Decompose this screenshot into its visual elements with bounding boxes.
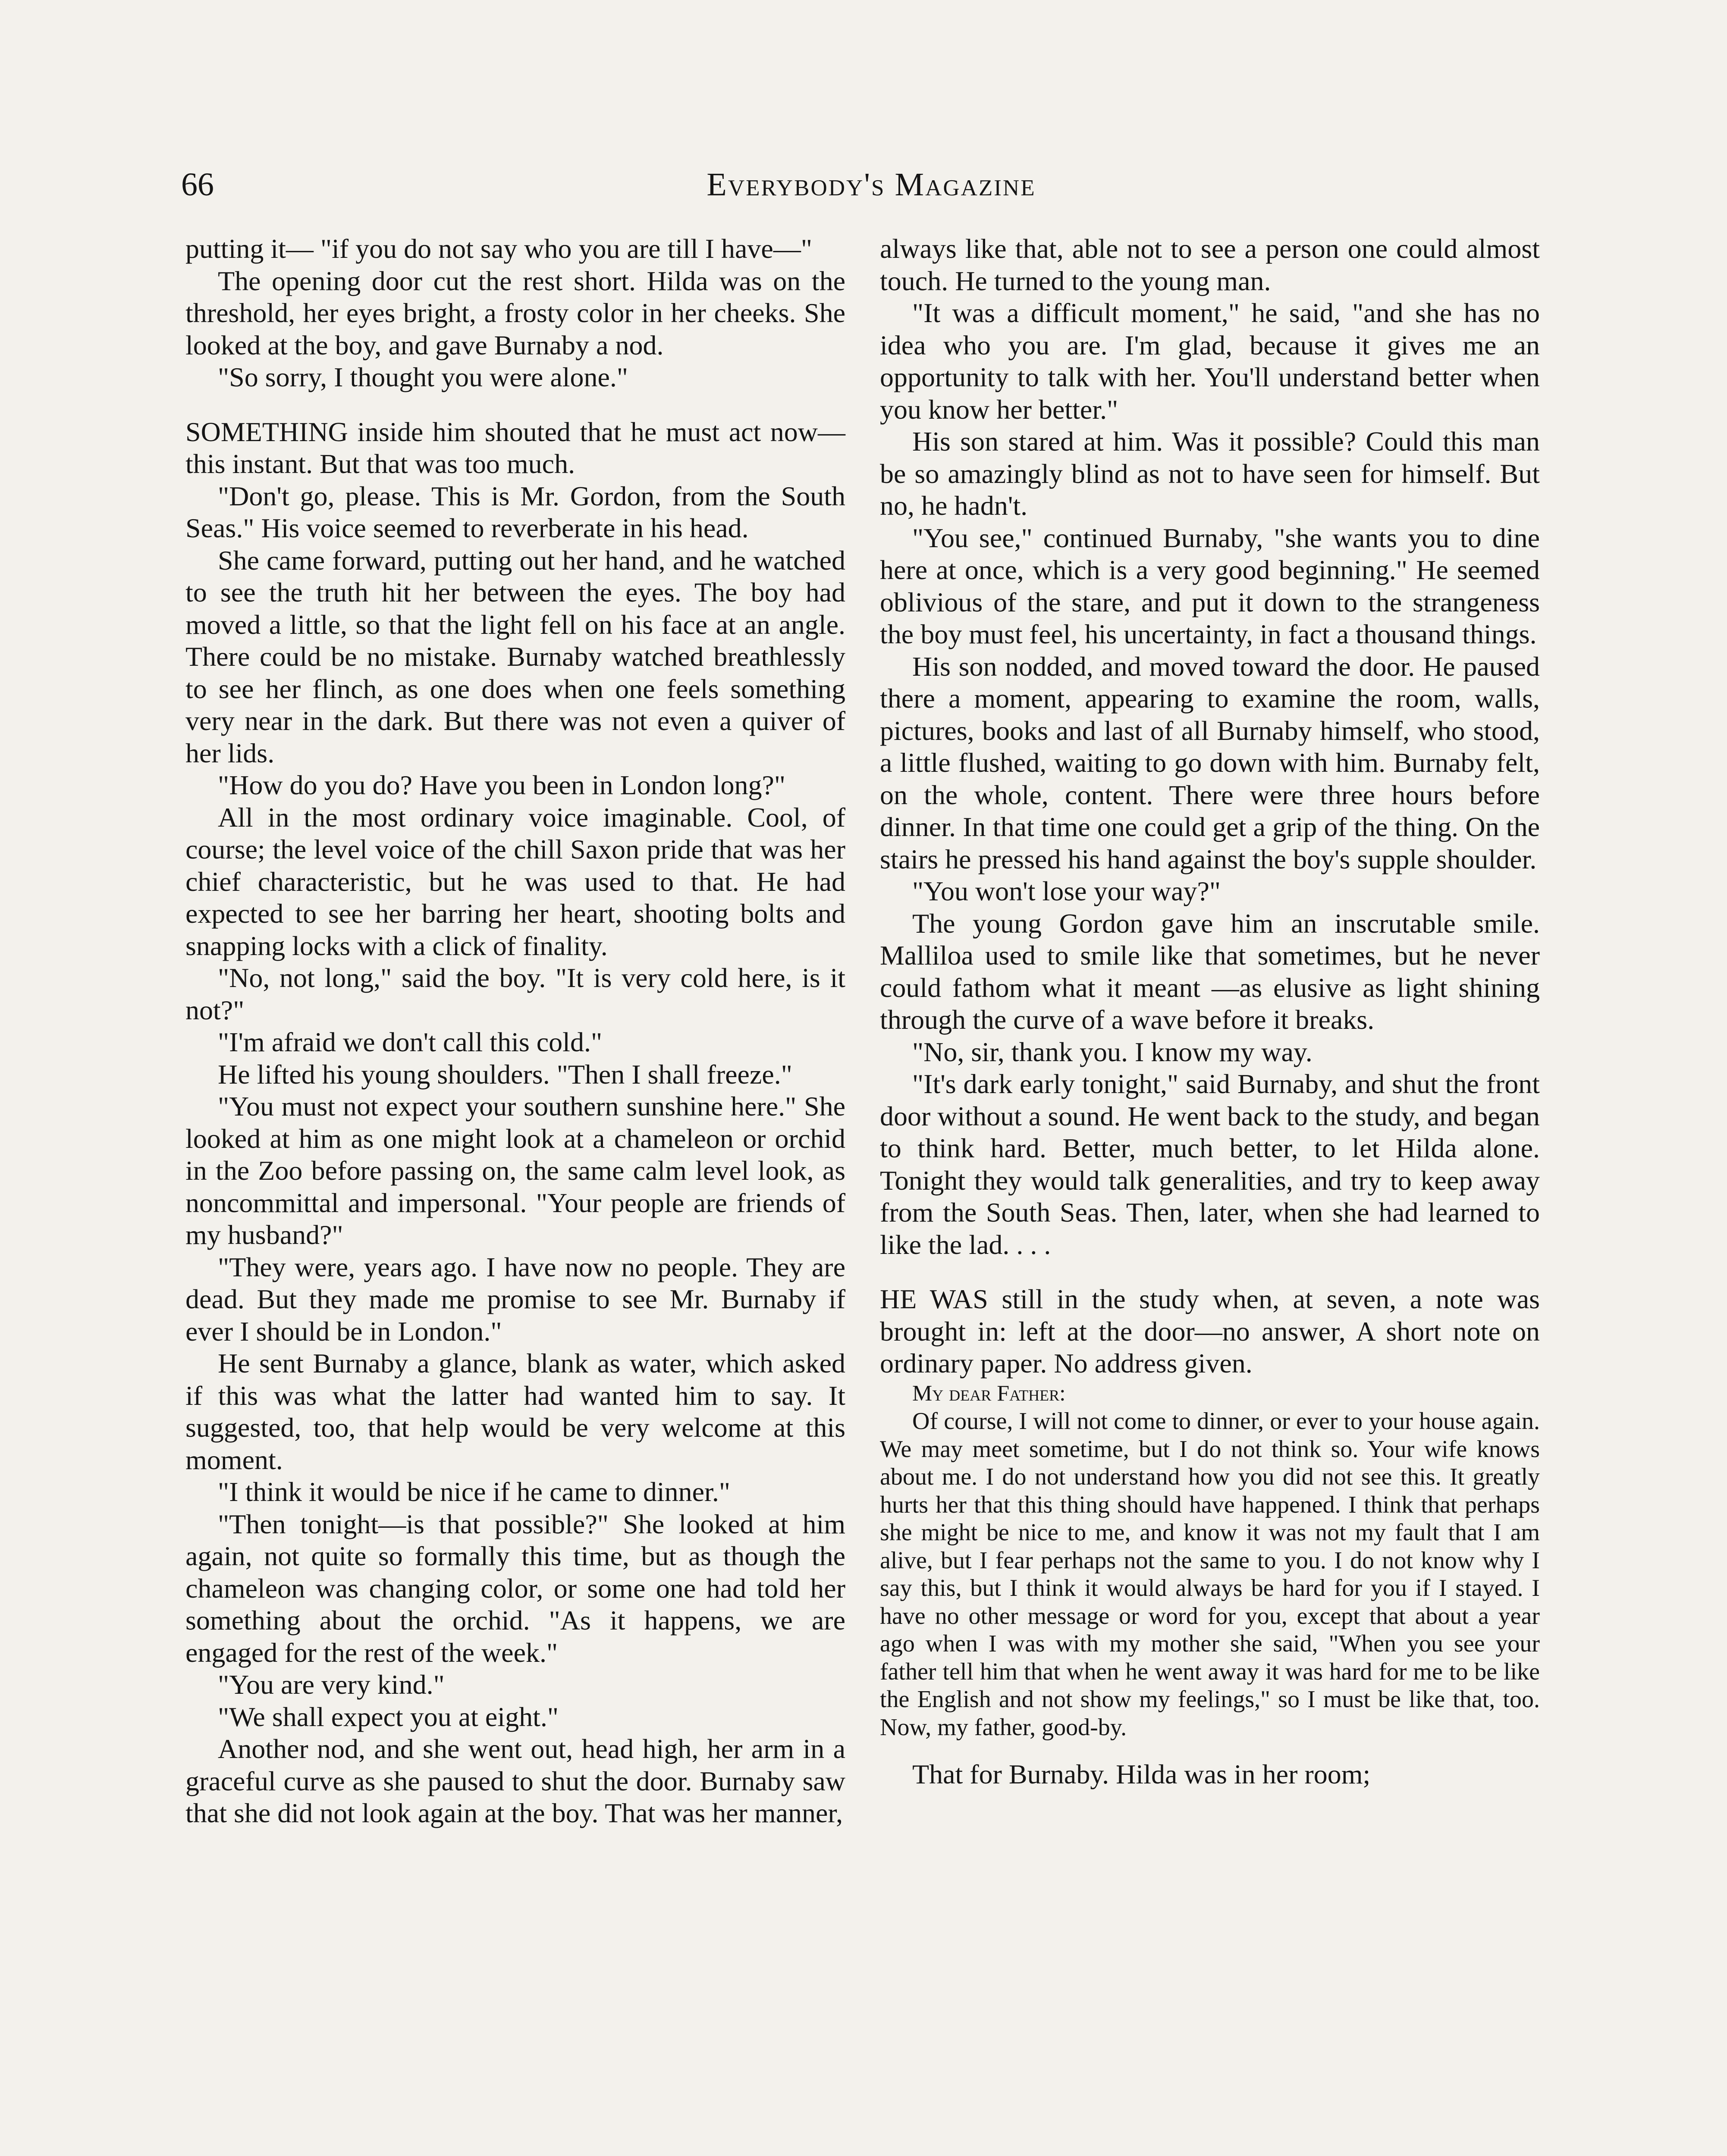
left-column	[185, 233, 845, 1830]
page-header	[181, 166, 1561, 213]
section-break	[880, 1261, 1540, 1283]
section-break	[185, 394, 845, 416]
right-column	[880, 233, 1540, 1791]
paragraph: "Then tonight—is that possible?" She looked at him again, not quite so formally this time, but as though the chameleon was changing color, or some one had told her something about the orchid. "As it happens, we are engaged for the rest of the week."	[185, 1508, 845, 1668]
paragraph: "I'm afraid we don't call this cold."	[218, 1027, 603, 1057]
paragraph: always like that, able not to see a person one could almost touch. He turned to the young man.	[880, 233, 1540, 296]
paragraph: The opening door cut the rest short. Hilda was on the threshold, her eyes bright, a frosty color in her cheeks. She looked at the boy, and gave Burnaby a nod.	[185, 265, 845, 360]
paragraph: "So sorry, I thought you were alone."	[218, 362, 628, 392]
letter-body: Of course, I will not come to dinner, or ever to your house again. We may meet sometime, but I do not think so. Your wife knows about me. I do not understand how you did not see this. It greatly hurts her that this thing should have happened. I think that perhaps she might be nice to me, and know it was not my fault that I am alive, but I fear perhaps not the same to you. I do not know why I say this, but I think it would always be hard for you if I stayed. I have no other message or word for you, except that about a year ago when I was with my mother she said, "When you see your father tell him that when he went away it was hard for me to be like the English and not show my feelings," so I must be like that, too. Now, my father, good-by.	[880, 1408, 1540, 1741]
paragraph: His son nodded, and moved toward the door. He paused there a moment, appearing to examine the room, walls, pictures, books and last of all Burnaby himself, who stood, a little flushed, waiting to go down with him. Burnaby felt, on the whole, content. There were three hours before dinner. In that time one could get a grip of the thing. On the stairs he pressed his hand against the boy's supple shoulder.	[880, 651, 1540, 874]
paragraph: "You won't lose your way?"	[912, 876, 1221, 906]
paragraph: He sent Burnaby a glance, blank as water, which asked if this was what the latter had wanted him to say. It suggested, too, that help would be very welcome at this moment.	[185, 1348, 845, 1475]
running-title: Everybody's Magazine	[706, 166, 1036, 203]
spacer	[880, 1741, 1540, 1758]
paragraph: "No, not long," said the boy. "It is very cold here, is it not?"	[185, 962, 845, 1025]
closing-line: That for Burnaby. Hilda was in her room;	[912, 1759, 1371, 1789]
page-number: 66	[181, 166, 214, 203]
letter-salutation: My dear Father:	[912, 1381, 1066, 1406]
paragraph: "They were, years ago. I have now no people. They are dead. But they made me promise to see Mr. Burnaby if ever I should be in London."	[185, 1251, 845, 1347]
paragraph: putting it— "if you do not say who you are till I have—"	[185, 233, 812, 264]
section-opening-paragraph: SOMETHING inside him shouted that he must act now—this instant. But that was too much.	[185, 416, 845, 479]
paragraph: His son stared at him. Was it possible? Could this man be so amazingly blind as not to have seen for himself. But no, he hadn't.	[880, 426, 1540, 521]
paragraph: "You see," continued Burnaby, "she wants you to dine here at once, which is a very good beginning." He seemed oblivious of the stare, and put it down to the strangeness the boy must feel, his uncertainty, in fact a thousand things.	[880, 522, 1540, 649]
paragraph: Another nod, and she went out, head high, her arm in a graceful curve as she paused to shut the door. Burnaby saw that she did not look again at the boy. That was her manner,	[185, 1733, 845, 1828]
paragraph: "It was a difficult moment," he said, "and she has no idea who you are. I'm glad, because it gives me an opportunity to talk with her. You'll understand better when you know her better."	[880, 298, 1540, 425]
paragraph: "How do you do? Have you been in London long?"	[218, 770, 785, 800]
paragraph: "You are very kind."	[218, 1669, 445, 1700]
paragraph: The young Gordon gave him an inscrutable smile. Malliloa used to smile like that sometimes, but he never could fathom what it meant —as elusive as light shining through the curve of a wave before it breaks.	[880, 908, 1540, 1035]
letter-block	[880, 1380, 1540, 1742]
paragraph: "I think it would be nice if he came to dinner."	[218, 1476, 730, 1507]
paragraph: "No, sir, thank you. I know my way.	[912, 1036, 1313, 1067]
section-opening-paragraph: HE WAS still in the study when, at seven, a note was brought in: left at the door—no answer, A short note on ordinary paper. No address given.	[880, 1284, 1540, 1379]
paragraph: "You must not expect your southern sunshine here." She looked at him as one might look at a chameleon or orchid in the Zoo before passing on, the same calm level look, as noncommittal and impersonal. "Your people are friends of my husband?"	[185, 1091, 845, 1250]
paragraph: "Don't go, please. This is Mr. Gordon, from the South Seas." His voice seemed to reverberate in his head.	[185, 480, 845, 543]
paragraph: "We shall expect you at eight."	[218, 1701, 559, 1732]
paragraph: He lifted his young shoulders. "Then I shall freeze."	[218, 1059, 792, 1090]
paragraph: All in the most ordinary voice imaginable. Cool, of course; the level voice of the chill Saxon pride that was her chief characteristic, but he was used to that. He had expected to see her barring her heart, shooting bolts and snapping locks with a click of finality.	[185, 802, 845, 961]
paragraph: "It's dark early tonight," said Burnaby, and shut the front door without a sound. He went back to the study, and began to think hard. Better, much better, to let Hilda alone. Tonight they would talk generalities, and try to keep away from the South Seas. Then, later, when she had learned to like the lad. . . .	[880, 1069, 1540, 1260]
paragraph: She came forward, putting out her hand, and he watched to see the truth hit her between the eyes. The boy had moved a little, so that the light fell on his face at an angle. There could be no mistake. Burnaby watched breathlessly to see her flinch, as one does when one feels something very near in the dark. But there was not even a quiver of her lids.	[185, 545, 845, 768]
